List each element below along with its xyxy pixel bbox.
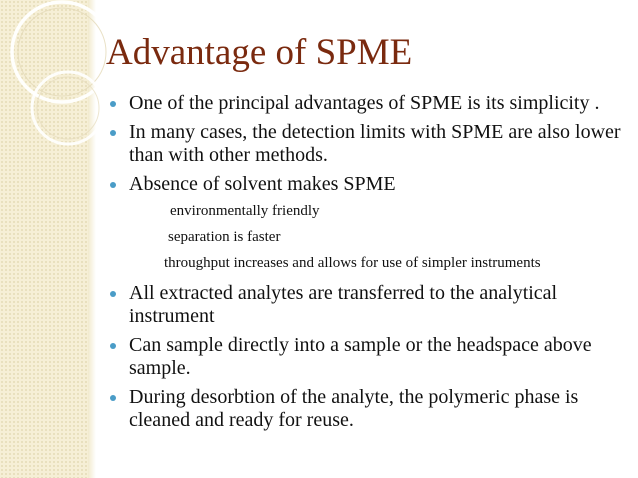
bullet-dot-icon <box>110 395 116 401</box>
bullet-text: Can sample directly into a sample or the headspace above sample. <box>129 334 592 379</box>
sub-item: throughput increases and allows for use of simpler instruments <box>164 255 541 271</box>
bullet-dot-icon <box>110 343 116 349</box>
bullet-dot-icon <box>110 182 116 188</box>
sub-item: environmentally friendly <box>170 203 320 219</box>
bullet-text: In many cases, the detection limits with SPME are also lower than with other methods. <box>129 121 621 166</box>
bullet-dot-icon <box>110 101 116 107</box>
bullet-dot-icon <box>110 291 116 297</box>
bullet-item <box>108 92 633 115</box>
bullet-item <box>108 282 633 328</box>
bullet-text: During desorbtion of the analyte, the polymeric phase is cleaned and ready for reuse. <box>129 386 579 431</box>
bullet-text: All extracted analytes are transferred to the analytical instrument <box>129 282 558 327</box>
slide-title: Advantage of SPME <box>106 32 413 73</box>
bullet-dot-icon <box>110 130 116 136</box>
bullet-item <box>108 173 633 196</box>
sub-item: separation is faster <box>168 229 281 245</box>
slide-content <box>108 92 633 438</box>
bullet-item <box>108 121 633 167</box>
bullet-text: One of the principal advantages of SPME is its simplicity . <box>129 92 600 114</box>
bullet-item <box>108 334 633 380</box>
bullet-item <box>108 386 633 432</box>
bullet-text: Absence of solvent makes SPME <box>129 173 396 195</box>
